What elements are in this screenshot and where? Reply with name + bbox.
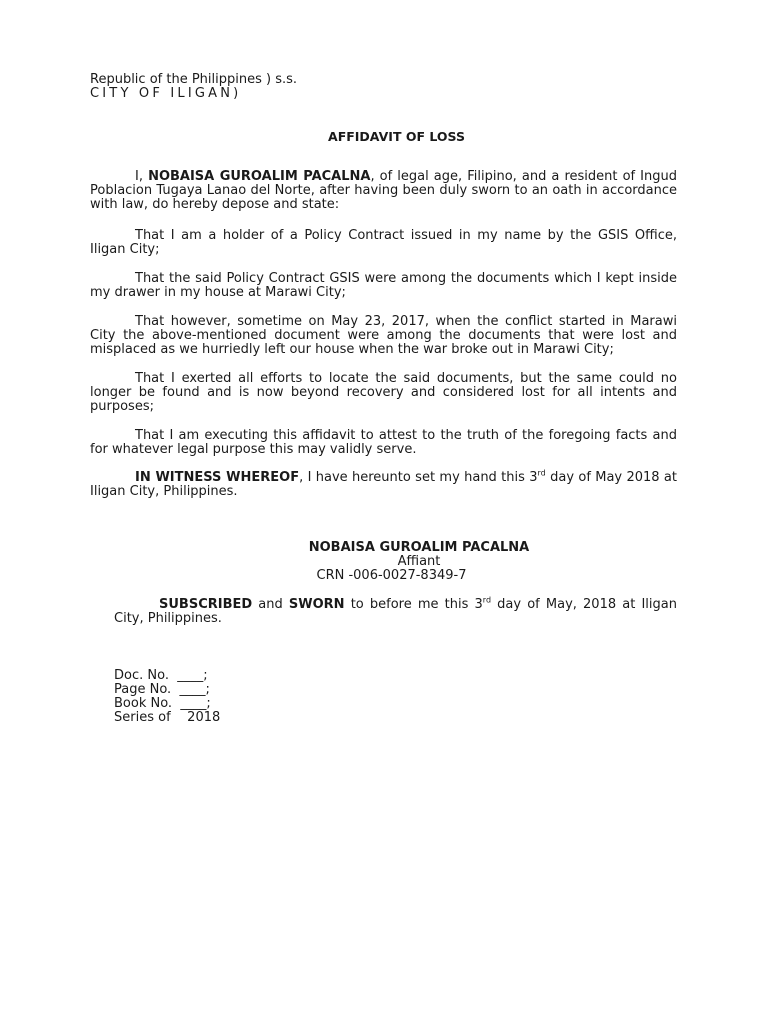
jurat-part1: to before me this 3 xyxy=(344,597,483,612)
witness-paragraph xyxy=(90,468,677,500)
signature-block xyxy=(0,541,768,583)
paragraph-conflict: That however, sometime on May 23, 2017, when the conflict started in Marawi City the above-mentioned document were among the documents that were lost and misplaced as we hurriedly left our house when the war broke out in Marawi City; xyxy=(90,314,677,358)
series-of: Series of 2018 xyxy=(114,710,221,725)
witness-bold: IN WITNESS WHEREOF xyxy=(135,470,300,485)
affiant-name: NOBAISA GUROALIM PACALNA xyxy=(308,540,530,555)
jurat-and: and xyxy=(252,597,289,612)
intro-rest: , of legal age, Filipino, and a resident of Ingud Poblacion Tugaya Lanao del Norte, after having been duly sworn to an oath in accordance with law, do hereby depose and state: xyxy=(90,169,677,213)
affiant-role: Affiant xyxy=(397,554,441,569)
affiant-crn: CRN -006-0027-8349-7 xyxy=(316,568,467,583)
page-no: Page No. ____; xyxy=(114,682,210,697)
intro-paragraph xyxy=(90,170,677,213)
intro-lead: I, xyxy=(135,169,149,184)
book-no: Book No. ____; xyxy=(114,696,211,711)
jurat-sup: rd xyxy=(482,595,492,605)
doc-no: Doc. No. ____; xyxy=(114,668,208,683)
document-title: AFFIDAVIT OF LOSS xyxy=(328,129,465,144)
venue-city: CITY OF ILIGAN) xyxy=(90,86,242,101)
witness-part2: day of May 2018 at Iligan City, Philippines. xyxy=(90,470,677,500)
jurat-subscribed: SUBSCRIBED xyxy=(159,597,253,612)
paragraph-drawer: That the said Policy Contract GSIS were among the documents which I kept inside my drawer in my house at Marawi City; xyxy=(90,271,677,301)
paragraph-policy-holder: That I am a holder of a Policy Contract issued in my name by the GSIS Office, Iligan City; xyxy=(90,228,677,258)
jurat-sworn: SWORN xyxy=(288,597,345,612)
notarial-register xyxy=(114,669,220,725)
jurat-paragraph xyxy=(114,595,677,627)
witness-sup: rd xyxy=(537,468,546,478)
witness-part1: , I have hereunto set my hand this 3 xyxy=(299,470,538,485)
paragraph-efforts: That I exerted all efforts to locate the said documents, but the same could no longer be found and is now beyond recovery and considered lost for all intents and purposes; xyxy=(90,371,677,415)
affiant-name-inline: NOBAISA GUROALIM PACALNA xyxy=(148,169,371,184)
paragraph-purpose: That I am executing this affidavit to attest to the truth of the foregoing facts and for whatever legal purpose this may validly serve. xyxy=(90,428,677,458)
jurat-part2: day of May, 2018 at Iligan City, Philippines. xyxy=(114,597,677,627)
venue-block xyxy=(90,73,297,101)
venue-republic: Republic of the Philippines ) s.s. xyxy=(90,72,298,87)
